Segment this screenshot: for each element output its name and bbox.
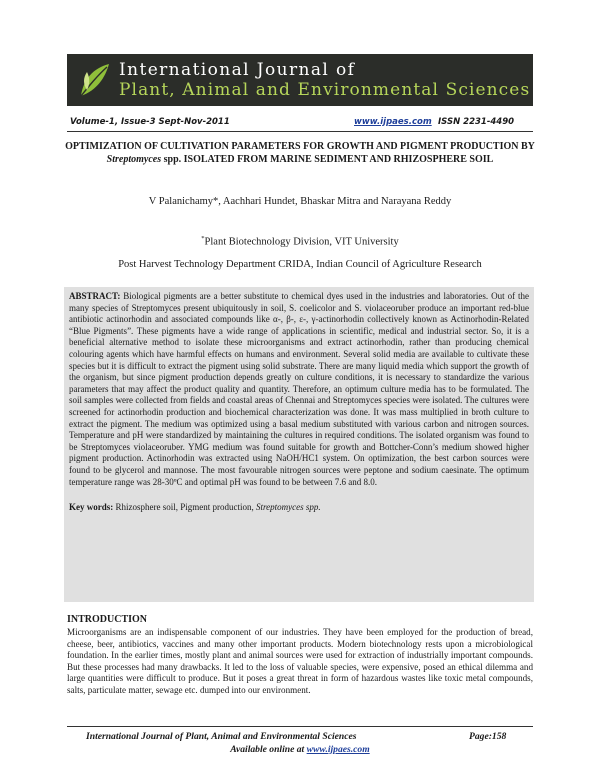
footer-divider — [67, 726, 533, 727]
issn: ISSN 2231-4490 — [438, 117, 515, 127]
abstract-text: ABSTRACT: Biological pigments are a better substitute to chemical dyes used in the industries and laboratories. Out of the many species of Streptomyces present ubiquitously in soil, S. coelicolor and S. violaceoruber produce an important red-blue antibiotic actinorhodin and associated compounds like α-, β-, ε-, γ-actinorhodin collectively known as Actinorhodin-Related “Blue Pigments”. These pigments have a wide range of applications in scientific, medical and industrial sector. So, it is a beneficial alternative method to isolate these microorganisms and extract actinorhodin, rather than producing chemical colouring agents which have harmful effects on humans and environment. Several solid media are available to cultivate these species but it is difficult to extract the pigment using solid substrate. There are many liquid media which support the growth of the organism, but since pigment production depends greatly on culture conditions, it is necessary to standardize the various parameters that may affect the product quality and quantity. Therefore, an optimum culture media has to be formulated. The soil samples were collected from fields and coastal areas of Chennai and Streptomyces species were isolated. The cultures were screened for actinorhodin production and biochemical characterization was done. It was mass multiplied in broth culture to extract the pigment. The medium was optimized using a basal medium substituted with various carbon and nitrogen sources. Temperature and pH were standardized by maintaining the cultures in required conditions. The isolated organism was found to be Streptomyces violaceoruber. YMG medium was found suitable for growth and Bottcher-Conn’s medium showed higher pigment production. Actinorhodin was extracted using NaOH/HC1 system. On optimization, the best carbon sources were found to be glycerol and mannose. The most favourable nitrogen sources were peptone and sodium caesinate. The optimum temperature range was 28-30ºC and optimal pH was found to be between 7.6 and 8.0. — [69, 291, 530, 487]
affiliation-2: Post Harvest Technology Department CRIDA, Indian Council of Agriculture Research — [118, 259, 482, 270]
section-heading-introduction: INTRODUCTION — [67, 614, 148, 625]
volume-issue: Volume-1, Issue-3 Sept-Nov-2011 — [70, 117, 230, 127]
journal-name-line1: International Journal of — [119, 60, 356, 80]
introduction-text: Microorganisms are an indispensable component of our industries. They have been employed for the production of bread, cheese, beer, antibiotics, vaccines and many other important products. Modern biotechnology rests upon a microbiological foundation. In the earlier times, mostly plant and animal sources were used for extraction of industrially important compounds. But these processes had many drawbacks. It led to the loss of valuable species, were expensive, posed an ethical dilemma and large quantities were difficult to produce. But it poses a great threat in form of hazardous wastes like toxic metal compounds, salts, particulate matter, sewage etc. dumped into our environment. — [67, 627, 533, 695]
website-link[interactable]: www.ijpaes.com — [354, 117, 432, 127]
leaf-logo-icon — [73, 58, 117, 102]
issue-info-row — [67, 117, 533, 131]
affiliation-1: *Plant Biotechnology Division, VIT University — [201, 235, 399, 248]
abstract-label: ABSTRACT: — [69, 291, 121, 301]
footer-website-link[interactable]: www.ijpaes.com — [306, 744, 370, 755]
journal-name-line2: Plant, Animal and Environmental Sciences — [119, 80, 531, 100]
header-divider — [67, 131, 533, 132]
journal-banner — [67, 54, 533, 106]
footer-online: Available online at www.ijpaes.com — [230, 744, 370, 755]
page-number: Page:158 — [469, 731, 507, 742]
authors: V Palanichamy*, Aachhari Hundet, Bhaskar Mitra and Narayana Reddy — [148, 196, 452, 207]
abstract-box — [64, 287, 534, 602]
paper-title: OPTIMIZATION OF CULTIVATION PARAMETERS FOR GROWTH AND PIGMENT PRODUCTION BY Streptomyces spp. ISOLATED FROM MARINE SEDIMENT AND RHIZOSPHERE SOIL — [65, 141, 535, 165]
keywords: Key words: Rhizosphere soil, Pigment production, Streptomyces spp. — [69, 502, 321, 513]
footer-journal-name: International Journal of Plant, Animal and Environmental Sciences — [86, 731, 357, 742]
